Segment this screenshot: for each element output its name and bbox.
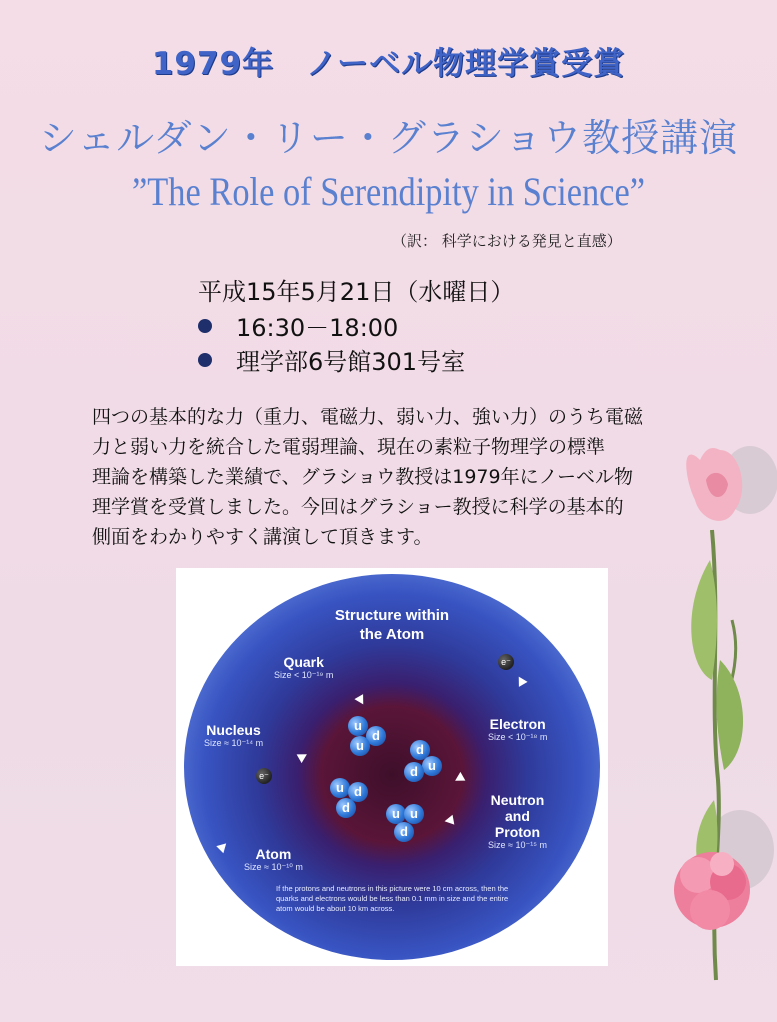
description-line: 側面をわかりやすく講演して頂きます。 (92, 526, 433, 548)
quark-label: Quark Size < 10⁻¹⁹ m (274, 654, 334, 680)
electron-particle: e⁻ (498, 654, 514, 670)
description-line: 理論を構築した業績で、グラショウ教授は1979年にノーベル物 (92, 466, 634, 488)
talk-translation: （訳： 科学における発見と直感） (392, 232, 622, 250)
description-line: 四つの基本的な力（重力、電磁力、弱い力、強い力）のうち電磁 (92, 406, 644, 428)
bullet-icon (198, 319, 212, 333)
talk-title: ”The Role of Serendipity in Science” (132, 169, 645, 214)
atom-label: Atom Size ≈ 10⁻¹⁰ m (244, 846, 303, 872)
up-quark: u (404, 804, 424, 824)
nucleus-label: Nucleus Size ≈ 10⁻¹⁴ m (204, 722, 264, 748)
electron-particle: e⁻ (256, 768, 272, 784)
electron-label: Electron Size < 10⁻¹⁸ m (488, 716, 548, 742)
event-time: 16:30－18:00 (236, 314, 399, 342)
figure-footnote: If the protons and neutrons in this picture were 10 cm across, then the quarks and electrons would be less than 0.1 mm in size and the entire atom would be about 10 km across. (276, 884, 509, 913)
down-quark: d (410, 740, 430, 760)
event-room: 理学部6号館301号室 (236, 348, 466, 376)
lecture-title: シェルダン・リー・グラショウ教授講演 (38, 116, 739, 160)
down-quark: d (404, 762, 424, 782)
atom-structure-figure (176, 568, 608, 966)
up-quark: u (422, 756, 442, 776)
award-title: 1979年 ノーベル物理学賞受賞 (151, 46, 626, 82)
pointer-arrow-icon (444, 815, 455, 826)
neutron-proton-label: Neutron and Proton Size ≈ 10⁻¹⁵ m (488, 792, 547, 850)
figure-title-line: Structure within (334, 607, 450, 624)
down-quark: d (336, 798, 356, 818)
event-room-row (198, 342, 465, 377)
down-quark: d (366, 726, 386, 746)
carnation-decoration (640, 420, 777, 1020)
up-quark: u (348, 716, 368, 736)
figure-title (176, 606, 608, 644)
down-quark: d (394, 822, 414, 842)
up-quark: u (330, 778, 350, 798)
event-date: 平成15年5月21日（水曜日） (198, 278, 515, 306)
up-quark: u (386, 804, 406, 824)
up-quark: u (350, 736, 370, 756)
description-line: 力と弱い力を統合した電弱理論、現在の素粒子物理学の標準 (92, 436, 606, 458)
description (92, 402, 692, 552)
bullet-icon (198, 353, 212, 367)
event-time-row (198, 308, 398, 343)
description-line: 理学賞を受賞しました。今回はグラショー教授に科学の基本的 (92, 496, 624, 518)
down-quark: d (348, 782, 368, 802)
figure-title-line: the Atom (359, 626, 425, 643)
